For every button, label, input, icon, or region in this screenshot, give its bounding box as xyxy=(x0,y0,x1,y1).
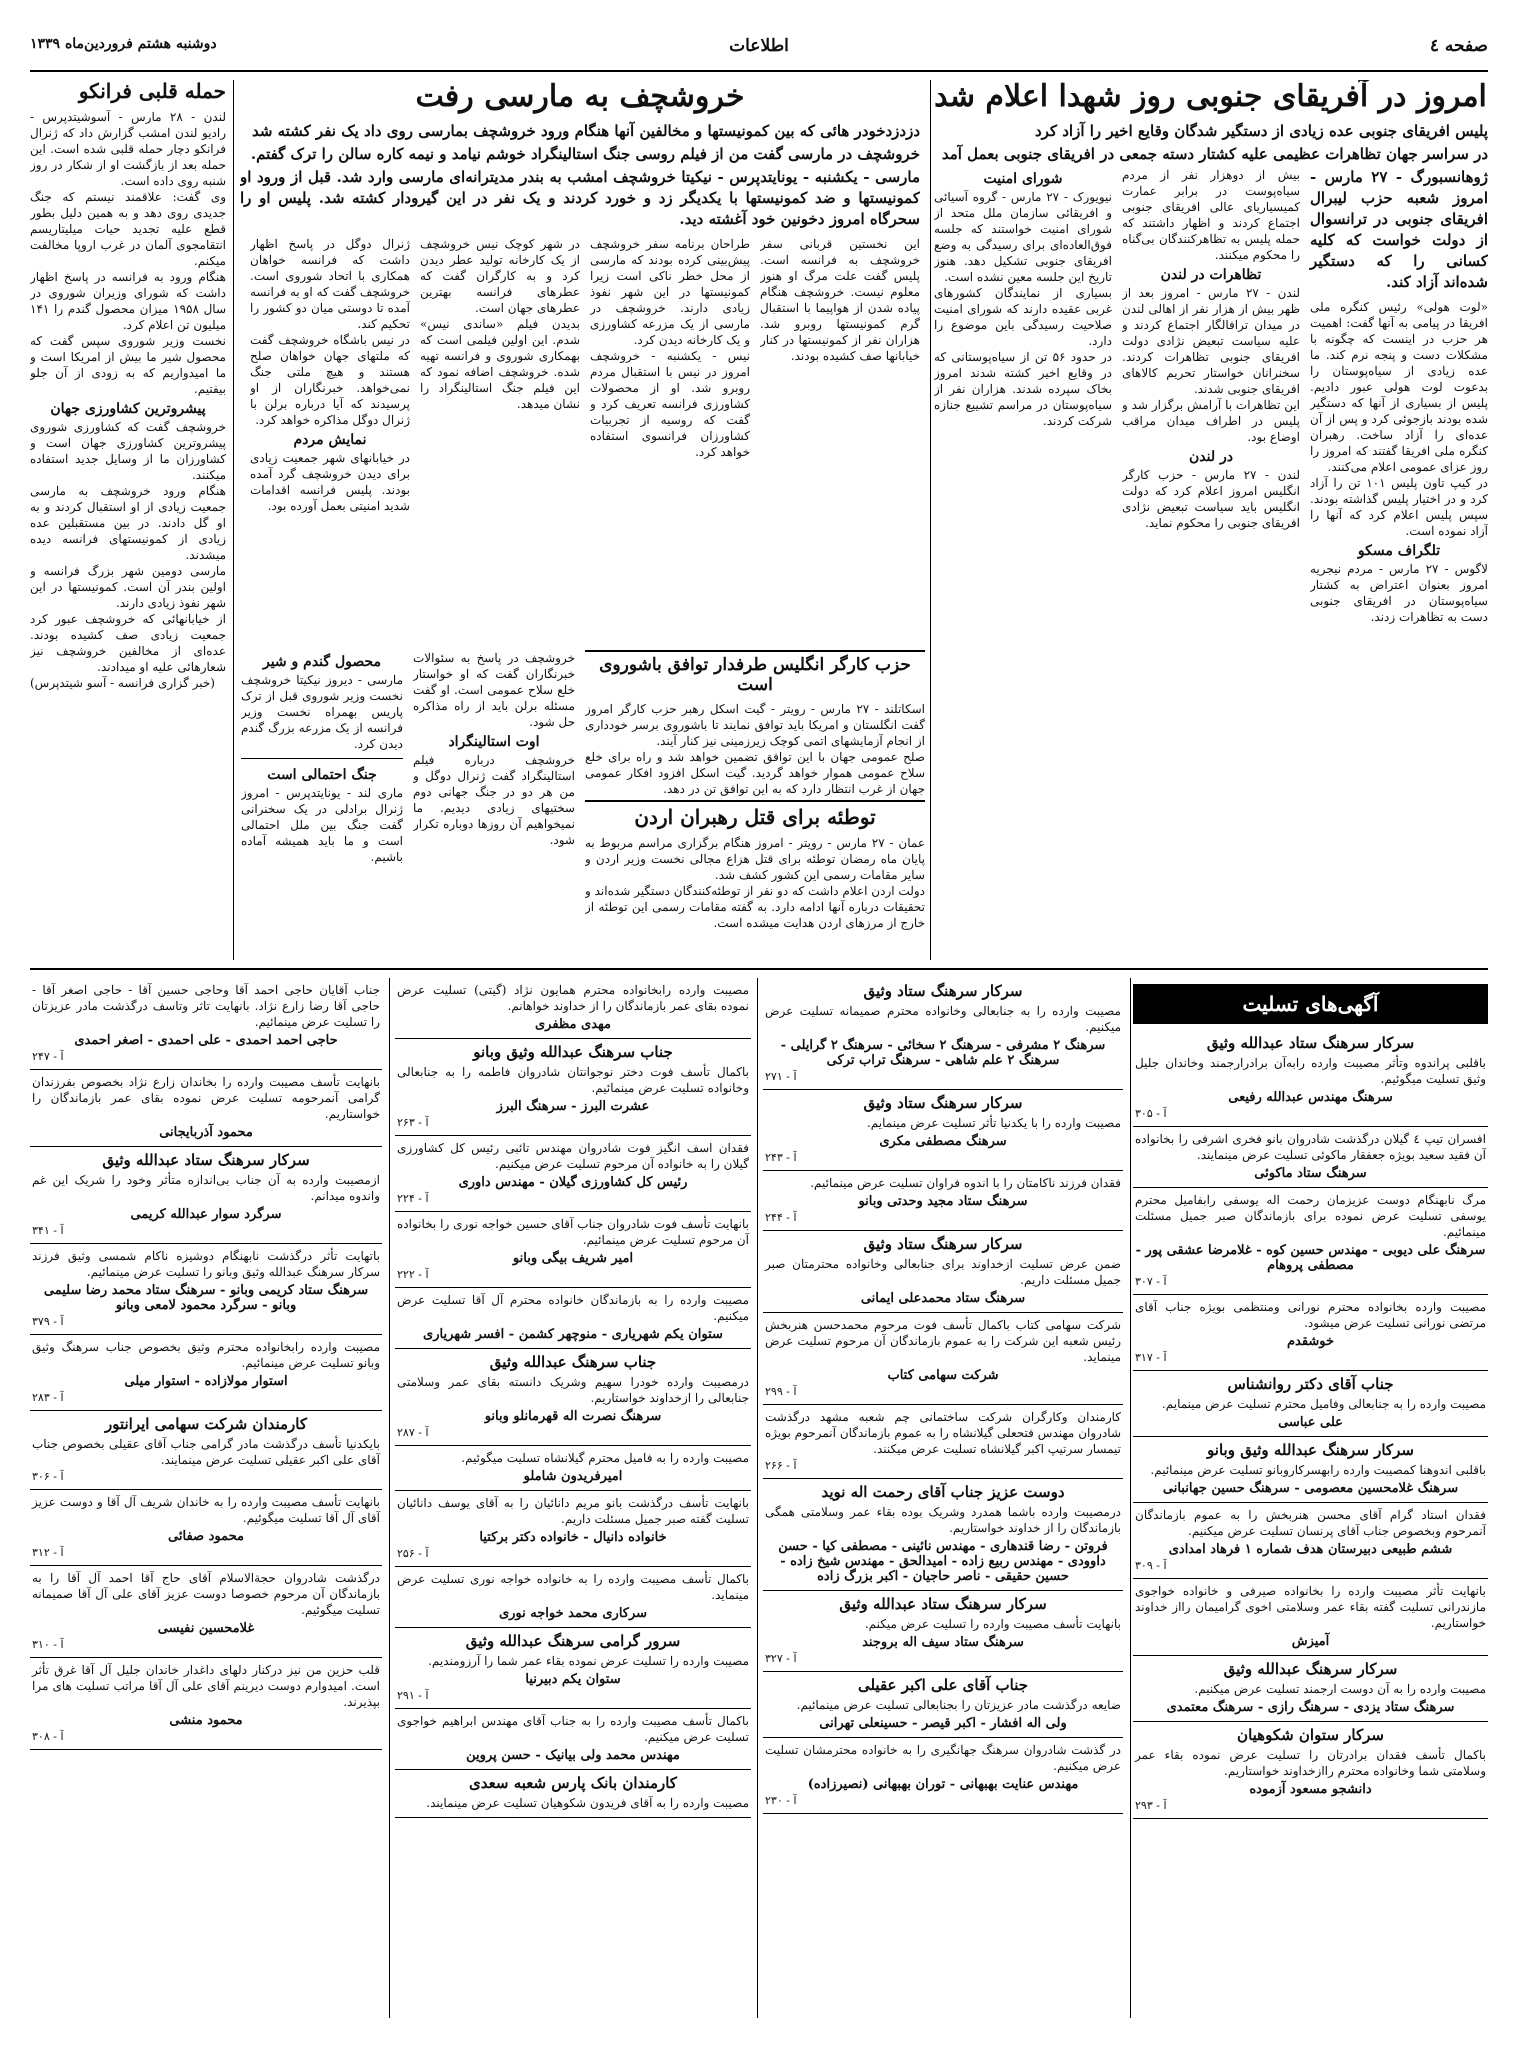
paragraph: مارسی دومین شهر بزرگ فرانسه و اولین بندر آن است. کمونیستها در این شهر نفوذ زیادی دارند. xyxy=(30,564,226,610)
condolence-notice xyxy=(1133,1188,1488,1295)
notice-signature: خانواده دانیال - خانواده دکتر برکتیا xyxy=(479,1530,667,1545)
notice-title: سرکار سرهنگ عبدالله وثیق xyxy=(1223,1660,1398,1678)
condolence-notice xyxy=(30,1070,382,1147)
condolence-notice xyxy=(395,1136,751,1212)
notice-code: آ - ۳۱۷ xyxy=(1135,1351,1167,1364)
paragraph: دولت اردن اعلام داشت که دو نفر از توطئه‌کنندگان دستگیر شده‌اند و تحقیقات درباره آنها ادامه دارد. به گفته مقامات رسمی این توطئه از خارج از مرزهای اردن هدایت میشده است. xyxy=(585,884,925,930)
notice-signature: مهدی مظفری xyxy=(534,1017,612,1032)
notice-title: جناب سرهنگ عبدالله وثیق وبانو xyxy=(473,1043,673,1061)
article-labour xyxy=(585,650,925,801)
condolence-notice xyxy=(1133,1127,1488,1188)
notice-body: مرگ نابهنگام دوست عزیزمان رحمت اله یوسفی رابفامیل محترم یوسفی تسلیت عرض نموده برای بازماندگان صبر جمیل مسئلت مینمائیم. xyxy=(1135,1193,1486,1239)
notice-body: افسران تیپ ٤ گیلان درگذشت شادروان بانو فخری اشرفی را بخانواده آن فقید سعید بویژه جعفقار ماکوئی تسلیت عرض مینمایند. xyxy=(1135,1132,1486,1162)
condolence-notice xyxy=(763,1313,1123,1405)
notice-code: آ - ۲۴۳ xyxy=(765,1151,797,1164)
lead: مارسی - یکشنبه - یونایتدپرس - نیکیتا خروشچف امشب به بندر مدیترانه‌ای مارسی وارد شد. قبل از ورود او کمونیستها و ضد کمونیستها با یکدیگر زد و خورد کردند و یک نفر در این گیرودار کشته شد. پلیس او را سحرگاه امروز دخونین خود آغشته دید. xyxy=(240,167,920,228)
condolence-notice xyxy=(395,1770,751,1818)
notices-column-4 xyxy=(30,978,382,2018)
notice-body: فقدان فرزند ناکامتان را با اندوه فراوان تسلیت عرض مینمائیم. xyxy=(810,1176,1121,1190)
notice-signature: سرهنگ ستاد یزدی - سرهنگ رازی - سرهنگ معتمدی xyxy=(1166,1700,1455,1715)
article-south-africa xyxy=(933,80,1488,960)
notice-signature: استوار مولازاده - استوار میلی xyxy=(124,1374,288,1389)
notice-code: آ - ۲۹۱ xyxy=(397,1689,429,1702)
notice-title: جناب آقای علی اکبر عقیلی xyxy=(857,1676,1029,1694)
column-rule xyxy=(1130,978,1131,2018)
notice-body: باکمال تأسف فقدان برادرتان را تسلیت عرض نموده بقاء عمر وسلامتی شما وخانواده محترم راازخداوند خواستاریم. xyxy=(1135,1748,1486,1778)
notice-code: آ - ۲۴۷ xyxy=(32,1050,64,1063)
subhead: پیشروترین کشاورزی جهان xyxy=(50,401,206,417)
notice-signature: سرهنگ ستاد سیف اله بروجند xyxy=(862,1635,1024,1650)
notices-banner: آگهی‌های تسلیت xyxy=(1133,984,1488,1024)
notice-body: باقلبی اندوهنا کمصیبت وارده رابهسرکاروبانو تسلیت عرض مینمائیم. xyxy=(1150,1463,1486,1477)
condolence-notice xyxy=(395,1039,751,1136)
notice-signature: غلامحسین نفیسی xyxy=(157,1621,255,1636)
notice-signature: رئیس کل کشاورزی گیلان - مهندس داوری xyxy=(458,1175,688,1190)
notice-body: مصیبت وارده رابخانواده محترم همایون نژاد (گیتی) تسلیت عرض نموده بقای عمر بازماندگان را از خداوند خواهانم. xyxy=(397,983,749,1013)
subhead: اوت استالینگراد xyxy=(448,734,540,750)
notice-body: ضایعه درگذشت مادر عزیزتان را بجنابعالی تسلیت عرض مینمائیم. xyxy=(796,1698,1121,1712)
notice-body: باقلبی پراندوه وتأثر مصیبت وارده رابه‌آن برادرارجمند وخاندان جلیل وثیق تسلیت میگوئیم. xyxy=(1135,1056,1486,1086)
notice-body: مصیبت وارده را با یکدنیا تأثر تسلیت عرض مینمایم. xyxy=(866,1116,1121,1130)
notice-code: آ - ۳۰۸ xyxy=(32,1730,64,1743)
subhead: در لندن xyxy=(1189,448,1233,465)
notice-body: درمصیبت وارده باشما همدرد وشریک بوده بقاء عمر وسلامتی همگی بازماندگان را از خداوند خواستاریم. xyxy=(765,1505,1121,1535)
paragraph: در حدود ۵۶ تن از سیاه‌پوستانی که در وقایع اخیر کشته شدند امروز بخاک سپرده شدند. هزاران نفر از سیاه‌پوستان در مراسم تشییع جنازه شرکت کردند. xyxy=(934,349,1112,428)
notice-signature: محمود صفائی xyxy=(168,1529,244,1544)
signature: (خبر گزاری فرانسه - آسو شیتدپرس) xyxy=(30,676,215,690)
notice-title: کارمندان بانک پارس شعبه سعدی xyxy=(469,1774,677,1792)
notice-body: جناب آقایان حاجی احمد آقا وحاجی حسین آقا - حاجی اصغر آقا - حاجی آقا رضا زارع نژاد. بانهایت تاثر وتاسف درگذشت مادر عزیزتان را تسلیت عرض مینمائیم. xyxy=(32,983,380,1029)
condolence-notice xyxy=(1133,1295,1488,1371)
paragraph: بیش از دوهزار نفر از مردم سیاه‌پوست در برابر عمارت کمیسیاریای عالی افریقای جنوبی اجتماع کردند و اظهار داشتند که حمله پلیس به تظاهرکنندگان بی‌گناه را محکوم میکنند. xyxy=(1122,167,1300,262)
paragraph: خروشچف در پاسخ به سئوالات خبرنگاران گفت که او خواستار خلع سلاح عمومی است. او گفت مسئله برلن باید از راه مذاکره حل شود. xyxy=(413,651,575,729)
notice-code: آ - ۲۶۳ xyxy=(397,1116,429,1129)
bullet: خروشچف در مارسی گفت من از فیلم روسی جنگ استالینگراد خوشم نیامد و نیمه کاره سالن را ترک گفتم. xyxy=(250,144,920,163)
notice-code: آ - ۲۲۲ xyxy=(397,1268,429,1281)
notice-signature: شرکت سهامی کتاب xyxy=(887,1368,999,1383)
article-disarm xyxy=(241,758,403,865)
notice-signature: سرهنگ مصطفی مکری xyxy=(879,1134,1007,1149)
issue-date: دوشنبه هشتم فروردین‌ماه ۱۳۳۹ xyxy=(30,36,217,52)
notice-signature: امیر شریف بیگی وبانو xyxy=(512,1251,634,1266)
condolence-notice xyxy=(30,1566,382,1658)
notice-code: آ - ۲۹۳ xyxy=(1135,1799,1167,1812)
notice-signature: محمود منشی xyxy=(169,1713,243,1728)
notices-column-2 xyxy=(763,978,1123,2018)
notice-body: مصیبت وارده را به جنابعالی وخانواده محترم صمیمانه تسلیت عرض میکنیم. xyxy=(765,1004,1121,1034)
notice-signature: مهندس محمد ولی بیانیک - حسن پروین xyxy=(466,1748,680,1763)
notice-body: مصیبت وارده را به جنابعالی وفامیل محترم تسلیت عرض مینمایم. xyxy=(1161,1397,1486,1411)
condolence-notice xyxy=(763,1231,1123,1313)
notice-title: سرکار سرهنگ ستاد وثیق xyxy=(863,982,1023,1000)
notice-title: سرور گرامی سرهنگ عبدالله وثیق xyxy=(465,1632,681,1650)
notice-title: دوست عزیز جناب آقای رحمت اله نوید xyxy=(821,1483,1065,1501)
condolence-notice xyxy=(30,1335,382,1411)
column-rule xyxy=(233,80,234,960)
subhead: تظاهرات در لندن xyxy=(1160,266,1262,283)
paragraph: در کیپ تاون پلیس ۱۰۱ تن را آزاد کرد و در اختیار پلیس گذاشته بودند. سپس پلیس اعلام کرد که آنها را آزاد نموده است. xyxy=(1310,475,1488,538)
notice-code: آ - ۲۵۶ xyxy=(397,1547,429,1560)
condolence-notice xyxy=(395,1349,751,1446)
subhead: جنگ احتمالی است xyxy=(267,767,377,783)
paragraph: لندن - ۲۷ مارس - امروز بعد از ظهر بیش از هزار نفر از اهالی لندن در میدان ترافالگار اجتماع کردند و علیه سیاست تبعیض نژادی دولت افریقای جنوبی تظاهرات کردند. سخنرانان خواستار تحریم کالاهای افریقای جنوبی شدند. xyxy=(1122,285,1300,396)
notices-column-1 xyxy=(1133,978,1488,2018)
paragraph: این تظاهرات با آرامش برگزار شد و پلیس در اطراف میدان مراقب اوضاع بود. xyxy=(1122,397,1300,444)
headline: حمله قلبی فرانکو xyxy=(78,80,226,103)
bullet: در سراسر جهان تظاهرات عظیمی علیه کشتار دسته جمعی در افریقای جنوبی بعمل آمد xyxy=(941,144,1488,163)
notice-body: کارمندان وکارگران شرکت ساختمانی چم شعبه مشهد درگذشت شادروان مهندس فتحعلی گیلانشاه را به عموم بازماندگان آنمرحوم بویژه تیمسار سرتیپ اکبر گیلانشاه تسلیت عرض میکنند. xyxy=(765,1410,1121,1456)
notice-title: سرکار سرهنگ ستاد عبدالله وثیق xyxy=(1206,1034,1415,1052)
notice-code: آ - ۳۱۰ xyxy=(32,1638,64,1651)
notice-signature: ستوان یکم دبیرنیا xyxy=(525,1672,621,1687)
notice-signature: امیرفریدون شاملو xyxy=(523,1469,623,1484)
headline: خروشچف به مارسی رفت xyxy=(415,80,745,114)
condolence-notice xyxy=(1133,1722,1488,1819)
notice-signature: ولی اله افشار - اکبر قیصر - حسینعلی تهرانی xyxy=(819,1716,1067,1731)
notice-signature: سرهنگ مهندس عبدالله رفیعی xyxy=(1228,1090,1393,1105)
condolence-notice xyxy=(763,1171,1123,1231)
notice-signature: دانشجو مسعود آزموده xyxy=(1249,1782,1372,1797)
notice-code: آ - ۳۴۱ xyxy=(32,1224,64,1237)
paragraph: در نیس باشگاه خروشچف گفت که ملتهای جهان خواهان صلح هستند و هیچ ملتی جنگ نمی‌خواهد. خبرنگاران از او پرسیدند که آیا درباره برلن با ژنرال دوگل مذاکره خواهد کرد. xyxy=(250,332,410,427)
newspaper-page xyxy=(30,30,1488,2020)
notice-body: فقدان استاد گرام آقای محسن هنربخش را به عموم بازماندگان آنمرحوم وبخصوص جناب آقای پرنسان تسلیت عرض میکنیم. xyxy=(1135,1508,1486,1538)
notice-body: شرکت سهامی کتاب باکمال تأسف فوت مرحوم محمدحسن هنربخش رئیس شعبه این شرکت را به عموم بازماندگان آن مرحوم تسلیت عرض مینماید. xyxy=(765,1318,1121,1364)
condolence-notice xyxy=(1133,1579,1488,1656)
notice-code: آ - ۲۳۰ xyxy=(765,1794,797,1807)
notice-body: مصیبت وارده را به فامیل محترم گیلانشاه تسلیت میگوئیم. xyxy=(461,1451,749,1465)
notice-signature: سرهنگ ستاد ماکوئی xyxy=(1254,1166,1367,1181)
article-khrushchev-cont xyxy=(240,650,575,960)
paragraph: هنگام ورود خروشچف به مارسی جمعیت زیادی از او استقبال کردند و به او گل دادند. در بین مستقبلین عده زیادی از کمونیستهای فرانسه دیده میشدند. xyxy=(30,484,226,562)
condolence-notice xyxy=(395,1628,751,1709)
paragraph: خروشچف درباره فیلم استالینگراد گفت ژنرال دوگل و من هر دو در جنگ جهانی دوم سختیهای زیادی دیدیم. ما نمیخواهیم آن روزها دوباره تکرار شود. xyxy=(413,753,575,847)
condolence-notice xyxy=(30,1490,382,1566)
notice-code: آ - ۳۲۷ xyxy=(765,1652,797,1665)
notice-signature: سرهنگ ۲ مشرفی - سرهنگ ۲ سخائی - سرهنگ ۲ گرایلی - سرهنگ ۲ علم شاهی - سرهنگ تراب ترکی xyxy=(780,1038,1106,1068)
headline: امروز در آفریقای جنوبی روز شهدا اعلام شد xyxy=(934,80,1487,114)
notice-body: باتهایت تأثر درگذشت نابهنگام دوشیزه ناکام شمسی وثیق فرزند سرکار سرهنگ عبدالله وثیق وبانو را تسلیت عرض مینمائیم. xyxy=(32,1249,380,1279)
condolence-notice xyxy=(1133,1437,1488,1503)
condolence-notice xyxy=(1133,1656,1488,1722)
paragraph: لندن - ۲۷ مارس - حزب کارگر انگلیس امروز اعلام کرد که دولت انگلیس باید سیاست تبعیض نژادی افریقای جنوبی را محکوم نماید. xyxy=(1122,467,1300,530)
notice-body: باکمال تأسف مصیبت وارده را به خانواده خواجه نوری تسلیت عرض مینماید. xyxy=(397,1572,749,1602)
notice-body: قلب حزین من نیز درکنار دلهای داغدار خاندان جلیل آل آقا غرق تأثر است. امیدوارم دوست دیرینم آقای علی آل آقا مراتب تسلیت های مرا بپذیرند. xyxy=(32,1663,380,1709)
notice-body: بانهایت تأسف مصیبت وارده را به خاندان شریف آل آقا و دوست عزیز آقای آل آقا تسلیت میگوئیم. xyxy=(32,1495,380,1525)
notice-code: آ - ۳۰۵ xyxy=(1135,1107,1167,1120)
paragraph: اسکاتلند - ۲۷ مارس - رویتر - گیت اسکل رهبر حزب کارگر امروز گفت انگلستان و امریکا باید توافق نمایند تا باشوروی برسر خودداری از انجام آزمایشهای اتمی کوچک زیرزمینی نیز کنار آیند. xyxy=(585,702,925,749)
notice-body: ازمصیبت وارده به آن جناب بی‌اندازه متأثر وخود را شریک این غم واندوه میدانم. xyxy=(32,1173,380,1203)
section-rule xyxy=(30,968,1488,970)
condolence-notice xyxy=(763,1591,1123,1672)
condolence-notice xyxy=(395,1567,751,1628)
condolence-notice xyxy=(395,1212,751,1288)
notice-title: جناب آقای دکتر روانشناس xyxy=(1227,1375,1394,1393)
notice-code: آ - ۳۰۷ xyxy=(1135,1275,1167,1288)
headline: حزب کارگر انگلیس طرفدار توافق باشوروی است xyxy=(599,655,911,695)
notice-body: بانهایت تأثر مصیبت وارده را بخانواده صیرفی و خانواده خواجوی مازندرانی تسلیت گفته بقاء عمر وسلامتی اخوی گرامیمان رااز خداوند خواستاریم. xyxy=(1135,1584,1486,1630)
notice-signature: ستوان یکم شهریاری - منوچهر کشمن - افسر شهریاری xyxy=(423,1327,723,1342)
bullet: دزدزدخودر هائی که بین کمونیستها و مخالفین آنها هنگام ورود خروشچف بمارسی روی داد یک نفر کشته شد xyxy=(251,121,920,140)
notice-title: سرکار سرهنگ ستاد عبدالله وثیق xyxy=(102,1151,310,1169)
condolence-notice xyxy=(30,1658,382,1750)
condolence-notice xyxy=(30,978,382,1070)
notice-title: جناب سرهنگ عبدالله وثیق xyxy=(489,1353,657,1371)
notice-title: سرکار ستوان شکوهیان xyxy=(1237,1726,1384,1744)
page-header xyxy=(30,30,1488,72)
notice-code: آ - ۲۷۱ xyxy=(765,1070,797,1083)
notice-body: درمصیبت وارده خودرا سهیم وشریک دانسته بقای عمر وسلامتی جنابعالی را ازخداوند خواستاریم. xyxy=(397,1375,749,1405)
paragraph: لاگوس - ۲۷ مارس - مردم نیجریه امروز بعنوان اعتراض به کشتار سیاه‌پوستان در افریقای جنوبی دست به تظاهرات زدند. xyxy=(1310,561,1488,624)
notice-body: فقدان اسف انگیز فوت شادروان مهندس تائبی رئیس کل کشاورزی گیلان را به خانواده آن مرحوم تسلیت عرض میکنیم. xyxy=(397,1141,749,1171)
condolence-notice xyxy=(763,1672,1123,1738)
paragraph: لندن - ۲۸ مارس - آسوشیتدپرس - رادیو لندن امشب گزارش داد که ژنرال فرانکو دچار حمله قلبی شده است. این حمله بعد از بازگشت او از شکار در روز شنبه روی داده است. xyxy=(30,110,226,188)
notice-code: آ - ۲۲۴ xyxy=(397,1192,429,1205)
paragraph: در خیابانهای شهر جمعیت زیادی برای دیدن خروشچف گرد آمده بودند. پلیس فرانسه اقدامات شدید امنیتی بعمل آورده بود. xyxy=(250,450,410,513)
condolence-notice xyxy=(30,1411,382,1490)
article-franco xyxy=(30,80,226,960)
paragraph: نیس - یکشنبه - خروشچف امروز در نیس با استقبال مردم روبرو شد. او از محصولات کشاورزی فرانسه تعریف کرد و گفت که روسیه از تجربیات کشاورزان فرانسوی استفاده خواهد کرد. xyxy=(590,348,750,459)
column-rule xyxy=(930,80,931,960)
notice-code: آ - ۲۸۳ xyxy=(32,1391,64,1404)
paragraph: ماری لند - یونایتدپرس - امروز ژنرال برادلی در یک سخنرانی گفت جنگ بین ملل احتمالی است و ما باید همیشه آماده باشیم. xyxy=(241,786,403,864)
notice-body: ضمن عرض تسلیت ازخداوند برای جنابعالی وخانواده محترمتان صبر جمیل مسئلت داریم. xyxy=(765,1257,1121,1287)
condolence-notice xyxy=(763,1090,1123,1171)
condolence-notice xyxy=(395,1491,751,1567)
notice-code: آ - ۳۰۶ xyxy=(32,1470,64,1483)
notice-signature: حاجی احمد احمدی - علی احمدی - اصغر احمدی xyxy=(74,1033,338,1048)
condolence-notice xyxy=(763,1738,1123,1814)
notice-signature: آمیزش xyxy=(1291,1634,1330,1649)
notice-signature: سرکاری محمد خواجه نوری xyxy=(498,1606,648,1621)
column-rule xyxy=(389,978,390,2018)
condolence-notice xyxy=(395,1709,751,1770)
paragraph: از خیابانهائی که خروشچف عبور کرد جمعیت زیادی صف کشیده بودند. عده‌ای از مخالفین خروشچف نیز شعارهائی علیه او میدادند. xyxy=(30,612,226,674)
paragraph: در شهر کوچک نیس خروشچف از یک کارخانه تولید عطر دیدن کرد و به کارگران گفت که عطرهای فرانسه بهترین عطرهای جهان است. xyxy=(420,236,580,315)
notice-body: بانهایت تأسف فوت شادروان جناب آقای حسین خواجه نوری را بخانواده آن مرحوم تسلیت عرض مینمائیم. xyxy=(397,1217,749,1247)
notice-body: بانهایت تأسف مصیبت وارده را بخاندان زارع نژاد بخصوص بفرزندان گرامی آنمرحومه تسلیت عرض نموده بقای عمر بازماندگان را خواستاریم. xyxy=(32,1075,380,1121)
notice-title: کارمندان شرکت سهامی ایرانتور xyxy=(104,1415,308,1433)
paragraph: مارسی - دیروز نیکیتا خروشچف نخست وزیر شوروی قبل از ترک پاریس بهمراه نخست وزیر فرانسه از یک مزرعه بزرگ گندم دیدن کرد. xyxy=(241,673,403,751)
notice-body: مصیبت وارده را به آن دوست ارجمند تسلیت عرض میکنیم. xyxy=(1194,1682,1486,1696)
article-jordan xyxy=(585,800,925,966)
condolence-notice xyxy=(395,1288,751,1349)
notice-body: مصیبت وارده را به آقای فریدون شکوهیان تسلیت عرض مینمایند. xyxy=(426,1796,749,1810)
notice-signature: محمود آذربایجانی xyxy=(159,1125,253,1140)
headline: توطئه برای قتل رهبران اردن xyxy=(634,805,876,829)
paragraph: صلح عمومی جهان با این توافق تضمین خواهد شد و راه برای خلع سلاح عمومی هموار خواهد گردید. گیت اسکل افزود افکار عمومی جهان از غرب انتظار دارد که به این توافق تن در دهد. xyxy=(585,750,925,797)
condolence-notice xyxy=(1133,1503,1488,1579)
notice-body: باکمال تأسف فوت دختر نوجوانتان شادروان فاطمه را به جنابعالی وخانواده تسلیت عرض مینمائیم. xyxy=(397,1065,749,1095)
condolence-notice xyxy=(1133,1030,1488,1127)
notice-code: آ - ۳۷۹ xyxy=(32,1315,64,1328)
condolence-notice xyxy=(395,978,751,1039)
column-rule xyxy=(757,978,758,2018)
paragraph: هنگام ورود به فرانسه در پاسخ اظهار داشت که شورای وزیران شوروی در سال ۱۹۵۸ میزان محصول گندم را ۱۴۱ میلیون تن اعلام کرد. xyxy=(30,270,226,332)
condolence-notice xyxy=(30,1244,382,1335)
article-khrushchev xyxy=(240,80,920,640)
notice-body: مصیبت وارده بخانواده محترم نورانی ومنتظمی بویژه جناب آقای مرتضی نورانی تسلیت عرض میشود. xyxy=(1135,1300,1486,1330)
subhead: تلگراف مسکو xyxy=(1357,542,1441,559)
notice-signature: ششم طبیعی دبیرستان هدف شماره ۱ فرهاد امدادی xyxy=(1168,1542,1453,1557)
subhead: شورای امنیت xyxy=(983,170,1063,187)
page-number: صفحه ٤ xyxy=(1429,36,1488,56)
paragraph: این نخستین قربانی سفر خروشچف به فرانسه است. پلیس گفت علت مرگ او هنوز معلوم نیست. خروشچف هنگام پیاده شدن از هواپیما با استقبال گرم کمونیستها روبرو شد. هزاران نفر از کمونیستها در کنار خیابانها صف کشیده بودند. xyxy=(760,236,920,363)
paragraph: طراحان برنامه سفر خروشچف پیش‌بینی کرده بودند که مارسی از محل خطر ناکی است زیرا کمونیستها در این شهر نفوذ زیادی دارند. خروشچف در مارسی از یک مزرعه کشاورزی و یک کارخانه دیدن کرد. xyxy=(590,236,750,347)
paragraph: خروشچف گفت که کشاورزی شوروی پیشروترین کشاورزی جهان است و کشاورزان ما از وسایل جدید استفاده میکنند. xyxy=(30,420,226,482)
notice-code: آ - ۲۸۷ xyxy=(397,1426,429,1439)
notice-signature: سرهنگ ستاد مجید وحدتی وبانو xyxy=(858,1194,1028,1209)
bullet: پلیس افریقای جنوبی عده زیادی از دستگیر شدگان وقایع اخیر را آزاد کرد xyxy=(1034,121,1488,140)
paragraph: ژنرال دوگل در پاسخ اظهار داشت که فرانسه خواهان همکاری با اتحاد شوروی است. خروشچف گفت که او به فرانسه آمده تا دوستی میان دو کشور را تحکیم کند. xyxy=(250,236,410,331)
condolence-notice xyxy=(763,1405,1123,1479)
notice-signature: سرگرد سوار عبدالله کریمی xyxy=(130,1207,282,1222)
notice-body: مصیبت وارده را به بازماندگان خانواده محترم آل آقا تسلیت عرض میکنیم. xyxy=(397,1293,749,1323)
notice-body: مصیبت وارده را تسلیت عرض نموده بقاء عمر شما را آرزومندیم. xyxy=(428,1654,749,1668)
notice-body: بانهایت تأسف درگذشت بانو مریم دانائیان را به آقای یوسف دانائیان تسلیت گفته صبر جمیل مسئلت داریم. xyxy=(397,1496,749,1526)
notice-signature: علی عباسی xyxy=(1278,1415,1343,1430)
notices-column-3 xyxy=(395,978,751,2018)
notice-body: درگذشت شادروان حجة‌الاسلام آقای حاج آقا احمد آل آقا را به بازماندگان آن مرحوم خصوصا دوست عزیز آقای علی آل آقا صمیمانه تسلیت میگوئیم. xyxy=(32,1571,380,1617)
notice-body: باکمال تأسف مصیبت وارده را به جناب آقای مهندس ابراهیم خواجوی تسلیت عرض میکنیم. xyxy=(397,1714,749,1744)
condolence-notice xyxy=(1133,1371,1488,1437)
notice-signature: سرهنگ ستاد محمدعلی ایمانی xyxy=(860,1291,1026,1306)
notice-body: در گذشت شادروان سرهنگ جهانگیری را به خانواده محترمشان تسلیت عرض میکنیم. xyxy=(765,1743,1121,1773)
notice-title: سرکار سرهنگ ستاد عبدالله وثیق xyxy=(839,1595,1047,1613)
paragraph: بدیدن فیلم «ساندی نیس» شدم. این اولین فیلمی است که بهمکاری شوروی و فرانسه تهیه شده. خروشچف اضافه نمود که این فیلم جنگ استالینگراد را نشان میدهد. xyxy=(420,316,580,411)
condolence-notice xyxy=(395,1446,751,1491)
notice-signature: سرهنگ غلامحسین معصومی - سرهنگ حسین جهانبانی xyxy=(1162,1481,1459,1496)
notice-code: آ - ۲۹۹ xyxy=(765,1385,797,1398)
notice-signature: عشرت البرز - سرهنگ البرز xyxy=(496,1099,650,1114)
condolence-notice xyxy=(763,1479,1123,1591)
notice-body: مصیبت وارده رابخانواده محترم وثیق بخصوص جناب سرهنگ وثیق وبانو تسلیت عرض مینمائیم. xyxy=(32,1340,380,1370)
lead: ژوهانسبورگ - ۲۷ مارس - امروز شعبه حزب لیبرال افریقای جنوبی در ترانسوال از دولت خواست که کلیه کسانی را که دستگیر شده‌اند آزاد کند. xyxy=(1310,167,1488,291)
notice-title: سرکار سرهنگ عبدالله وثیق وبانو xyxy=(1207,1441,1414,1459)
notice-code: آ - ۳۰۹ xyxy=(1135,1559,1167,1572)
notice-code: آ - ۲۶۶ xyxy=(765,1459,797,1472)
notice-body: بایکدنیا تأسف درگذشت مادر گرامی جناب آقای عقیلی بخصوص جناب آقای علی اکبر عقیلی تسلیت عرض مینمایند. xyxy=(32,1437,380,1467)
notice-signature: خوشقدم xyxy=(1286,1334,1335,1349)
condolence-notice xyxy=(763,978,1123,1090)
paragraph: «لوت هولی» رئیس کنگره ملی افریقا در پیامی به آنها گفت: اهمیت هر حزب در اینست که چگونه با مشکلات دست و پنجه نرم کند. ما عده زیادی از سیاه‌پوستان را بدعوت لوت هولی عبور دادیم. پلیس از بسیاری از آنها که دستگیر شده بودند بازجوئی کرد و پس از آن عده‌ای را آزاد ساخت. رهبران کنگره ملی افریقا گفتند که امروز را روز عزای عمومی اعلام می‌کنند. xyxy=(1310,299,1488,474)
notice-signature: سرهنگ ستاد کریمی وبانو - سرهنگ ستاد محمد رضا سلیمی وبانو - سرگرد محمود لامعی وبانو xyxy=(43,1283,369,1313)
paragraph: وی گفت: علاقمند نیستم که جنگ جدیدی روی دهد و به همین دلیل بطور قطع علیه تجدید حیات میلیتاریسم انتقامجوی آلمان در غرب اروپا مخالفت میکنم. xyxy=(30,190,226,268)
paragraph: بسیاری از نمایندگان کشورهای غربی عقیده دارند که شورای امنیت صلاحیت رسیدگی باین موضوع را دارد. xyxy=(934,285,1112,348)
paragraph: نخست وزیر شوروی سپس گفت که محصول شیر ما بیش از امریکا است و ما امیدواریم که به زودی از آن جلو بیفتیم. xyxy=(30,334,226,396)
paragraph: نیویورک - ۲۷ مارس - گروه آسیائی و افریقائی سازمان ملل متحد از شورای امنیت خواستند که جلسه فوق‌العاده‌ای برای رسیدگی به وضع افریقای جنوبی تشکیل دهد. هنوز تاریخ این جلسه معین نشده است. xyxy=(934,189,1112,284)
condolence-notice xyxy=(30,1147,382,1244)
notice-title: سرکار سرهنگ ستاد وثیق xyxy=(863,1235,1023,1253)
notice-body: بانهایت تأسف مصیبت وارده را تسلیت عرض میکنم. xyxy=(864,1617,1121,1631)
notice-signature: سرهنگ نصرت اله قهرمانلو وبانو xyxy=(484,1409,662,1424)
notice-signature: مهندس عنایت بهبهانی - توران بهبهانی (نصیرزاده) xyxy=(807,1777,1079,1792)
notice-signature: فروتن - رضا قندهاری - مهندس نائینی - مصطفی کیا - حسن داوودی - مهندس ربیع زاده - امیدالحق - مهندس شیخ زاده - حسین حقیقی - ناصر حاجیان - اکبر بزرگ زاده xyxy=(778,1539,1108,1584)
notice-signature: سرهنگ علی دیوبی - مهندس حسین کوه - غلامرضا عشقی پور - مصطفی پروهام xyxy=(1135,1243,1486,1273)
notice-code: آ - ۳۱۲ xyxy=(32,1546,64,1559)
subhead: نمایش مردم xyxy=(293,431,367,448)
paper-name: اطلاعات xyxy=(729,36,789,56)
notice-title: سرکار سرهنگ ستاد وثیق xyxy=(863,1094,1023,1112)
subhead: محصول گندم و شیر xyxy=(262,654,382,670)
paragraph: عمان - ۲۷ مارس - رویتر - امروز هنگام برگزاری مراسم مربوط به پایان ماه رمضان توطئه برای قتل هزاع مجالی نخست وزیر اردن و سایر مقامات رسمی این کشور کشف شد. xyxy=(585,836,925,882)
notice-code: آ - ۲۴۴ xyxy=(765,1211,797,1224)
